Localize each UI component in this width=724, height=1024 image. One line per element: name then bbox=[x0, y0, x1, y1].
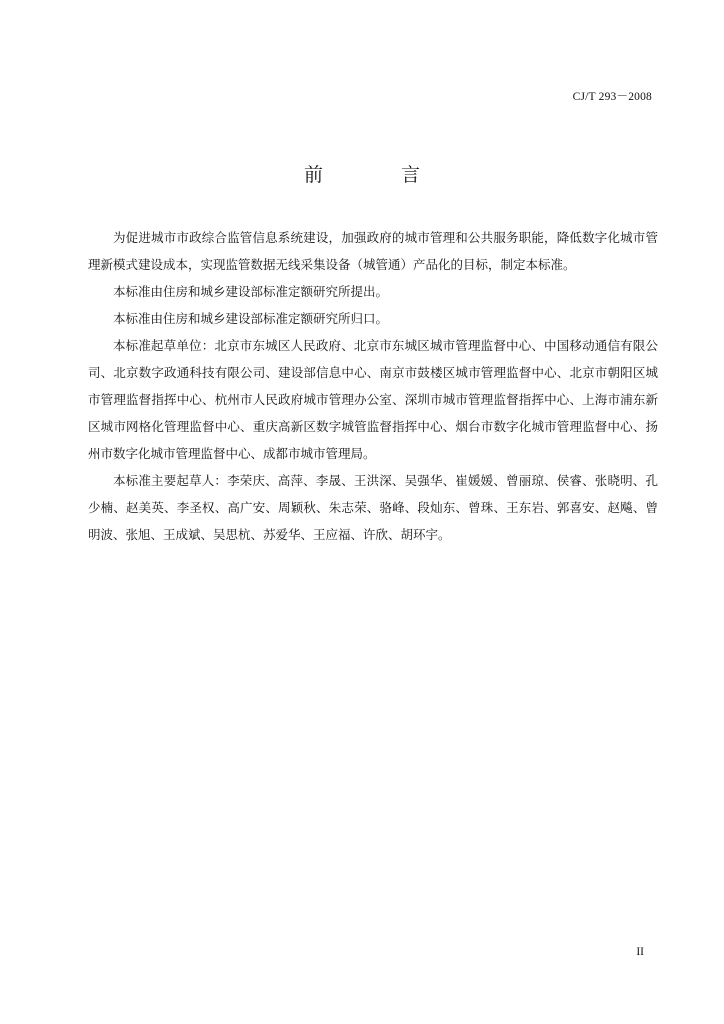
paragraph-centralized-by: 本标准由住房和城乡建设部标准定额研究所归口。 bbox=[113, 311, 389, 326]
paragraph-purpose: 为促进城市市政综合监管信息系统建设，加强政府的城市管理和公共服务职能，降低数字化城市管理新模式建设成本，实现监管数据无线采集设备（城管通）产品化的目标，制定本标准。 bbox=[88, 230, 658, 272]
paragraph-drafting-units: 本标准起草单位：北京市东城区人民政府、北京市东城区城市管理监督中心、中国移动通信有限公司、北京数字政通科技有限公司、建设部信息中心、南京市鼓楼区城市管理监督中心、北京市朝阳区城市管理监督指挥中心、杭州市人民政府城市管理办公室、深圳市城市管理监督指挥中心、上海市浦东新区城市网格化管理监督中心、重庆高新区数字城管监督指挥中心、烟台市数字化城市管理监督中心、扬州市数字化城市管理监督中心、成都市城市管理局。 bbox=[88, 338, 658, 461]
paragraph-proposer: 本标准由住房和城乡建设部标准定额研究所提出。 bbox=[113, 284, 389, 299]
page-number: II bbox=[636, 946, 644, 958]
body-text bbox=[88, 224, 658, 548]
page-title: 前 言 bbox=[303, 164, 457, 186]
paragraph-drafters: 本标准主要起草人：李荣庆、高萍、李晟、王洪深、吴强华、崔媛媛、曾丽琼、侯睿、张晓明、孔少楠、赵美英、李圣权、高广安、周颖秋、朱志荣、骆峰、段灿东、曾珠、王东岩、郭喜安、赵飚、曾明波、张旭、王成斌、吴思杭、苏爱华、王应福、许欣、胡环宇。 bbox=[88, 473, 658, 542]
document-code: CJ/T 293－2008 bbox=[572, 91, 652, 103]
